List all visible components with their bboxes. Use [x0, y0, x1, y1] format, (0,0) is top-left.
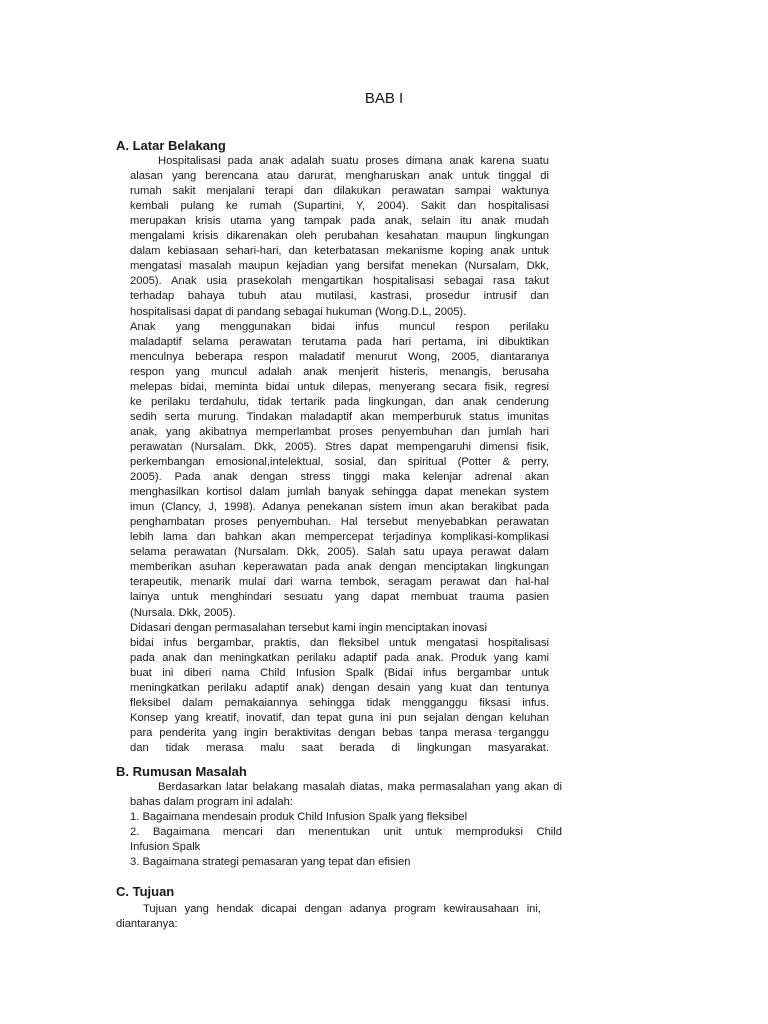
body-line: Anak yang menggunakan bidai infus muncul respon perilaku	[130, 320, 549, 333]
body-line: fleksibel dalam pemakaiannya sehingga tidak mengganggu fiksasi infus.	[130, 696, 549, 709]
body-line: memberikan asuhan keperawatan pada anak dengan menciptakan lingkungan	[130, 561, 549, 574]
body-line: dalam kebiasaan sehari-hari, dan keterbatasan mekanisme koping anak untuk	[130, 245, 549, 258]
body-line: imun (Clancy, J, 1998). Adanya penekanan sistem imun akan berakibat pada	[130, 501, 549, 514]
body-line: para penderita yang ingin beraktivitas dengan bebas tanpa merasa terganggu	[130, 726, 549, 739]
body-line: lainya untuk menghindari sesuatu yang dapat membuat trauma pasien	[130, 591, 549, 604]
body-line: Berdasarkan latar belakang masalah diatas, maka permasalahan yang akan di	[158, 781, 562, 793]
body-line: terhadap bahaya tubuh atau mutilasi, kastrasi, prosedur intrusif dan	[130, 290, 549, 303]
body-line: Didasari dengan permasalahan tersebut kami ingin menciptakan inovasi	[130, 621, 487, 634]
body-line: hospitalisasi dapat di pandang sebagai hukuman (Wong.D.L, 2005).	[130, 305, 467, 318]
body-line: 3. Bagaimana strategi pemasaran yang tepat dan efisien	[130, 856, 411, 868]
body-line: buat ini diberi nama Child Infusion Spalk (Bidai infus bergambar untuk	[130, 666, 549, 679]
body-line: 2. Bagaimana mencari dan menentukan unit untuk memproduksi Child	[130, 826, 562, 838]
body-line: menghasilkan kortisol dalam jumlah banyak sehingga dapat menekan system	[130, 486, 549, 499]
body-line: rumah sakit menjalani terapi dan dilakukan perawatan sampai waktunya	[130, 185, 549, 198]
body-line: alasan yang berencana atau darurat, mengharuskan anak untuk tinggal di	[130, 170, 549, 183]
body-line: dan tidak merasa malu saat berada di lingkungan masyarakat.	[130, 741, 549, 754]
body-line: respon yang muncul adalah anak menjerit histeris, menangis, berusaha	[130, 365, 549, 378]
body-line: ke perilaku terdahulu, tidak tertarik pada lingkungan, dan anak cenderung	[130, 395, 549, 408]
chapter-title: BAB I	[364, 90, 404, 107]
body-line: 2005). Pada anak dengan stress tinggi maka kelenjar adrenal akan	[130, 471, 549, 484]
section-heading-latar-belakang: A. Latar Belakang	[116, 138, 226, 153]
body-line: sedih serta murung. Tindakan maladaptif akan memperburuk status imunitas	[130, 410, 549, 423]
body-line: bidai infus bergambar, praktis, dan fleksibel untuk mengatasi hospitalisasi	[130, 636, 549, 649]
section-heading-rumusan-masalah: B. Rumusan Masalah	[116, 764, 247, 779]
body-line: mengalami krisis dikarenakan oleh perubahan kesahatan maupun lingkungan	[130, 230, 549, 243]
body-line: maladaptif selama perawatan terutama pada hari pertama, ini dibuktikan	[130, 335, 549, 348]
body-line: Hospitalisasi pada anak adalah suatu proses dimana anak karena suatu	[158, 155, 549, 167]
body-line: kembali pulang ke rumah (Supartini, Y, 2004). Sakit dan hospitalisasi	[130, 200, 549, 213]
body-line: Konsep yang kreatif, inovatif, dan tepat guna ini pun sejalan dengan keluhan	[130, 711, 549, 724]
body-line: penghambatan proses penyembuhan. Hal tersebut menyebabkan perawatan	[130, 516, 549, 529]
body-line: lebih lama dan bahkan akan mempercepat terjadinya komplikasi-komplikasi	[130, 531, 549, 544]
section-heading-tujuan: C. Tujuan	[116, 884, 175, 899]
body-line: diantaranya:	[116, 918, 178, 930]
body-line: pada anak dan meningkatkan perilaku adaptif pada anak. Produk yang kami	[130, 651, 549, 664]
body-line: selama perawatan (Nursalam. Dkk, 2005). Salah satu upaya perawat dalam	[130, 546, 549, 559]
body-line: perawatan (Nursalam. Dkk, 2005). Stres dapat mempengaruhi dimensi fisik,	[130, 440, 549, 453]
body-line: Tujuan yang hendak dicapai dengan adanya program kewirausahaan ini,	[143, 903, 541, 915]
body-line: perkembangan emosional,intelektual, sosial, dan spiritual (Potter & perry,	[130, 456, 549, 468]
body-line: melepas bidai, meminta bidai untuk dilepas, menyerang secara fisik, regresi	[130, 380, 549, 393]
body-line: 2005). Anak usia prasekolah mengartikan hospitalisasi sebagai rasa takut	[130, 275, 549, 288]
body-line: anak, yang akibatnya memperlambat proses penyembuhan dan jumlah hari	[130, 425, 549, 438]
body-line: Infusion Spalk	[130, 841, 201, 853]
body-line: 1. Bagaimana mendesain produk Child Infusion Spalk yang fleksibel	[130, 811, 468, 823]
body-line: bahas dalam program ini adalah:	[130, 796, 293, 808]
body-line: merupakan krisis utama yang tampak pada anak, selain itu anak mudah	[130, 215, 549, 228]
body-line: terapeutik, menarik mulai dari warna tembok, seragam perawat dan hal-hal	[130, 576, 549, 589]
body-line: mengatasi masalah maupun kejadian yang bersifat menekan (Nursalam, Dkk,	[130, 260, 549, 273]
body-line: (Nursala. Dkk, 2005).	[130, 606, 236, 619]
body-line: menculnya beberapa respon maladatif menurut Wong, 2005, diantaranya	[130, 350, 549, 363]
body-line: meningkatkan perilaku adaptif anak) dengan desain yang kuat dan tentunya	[130, 681, 549, 694]
